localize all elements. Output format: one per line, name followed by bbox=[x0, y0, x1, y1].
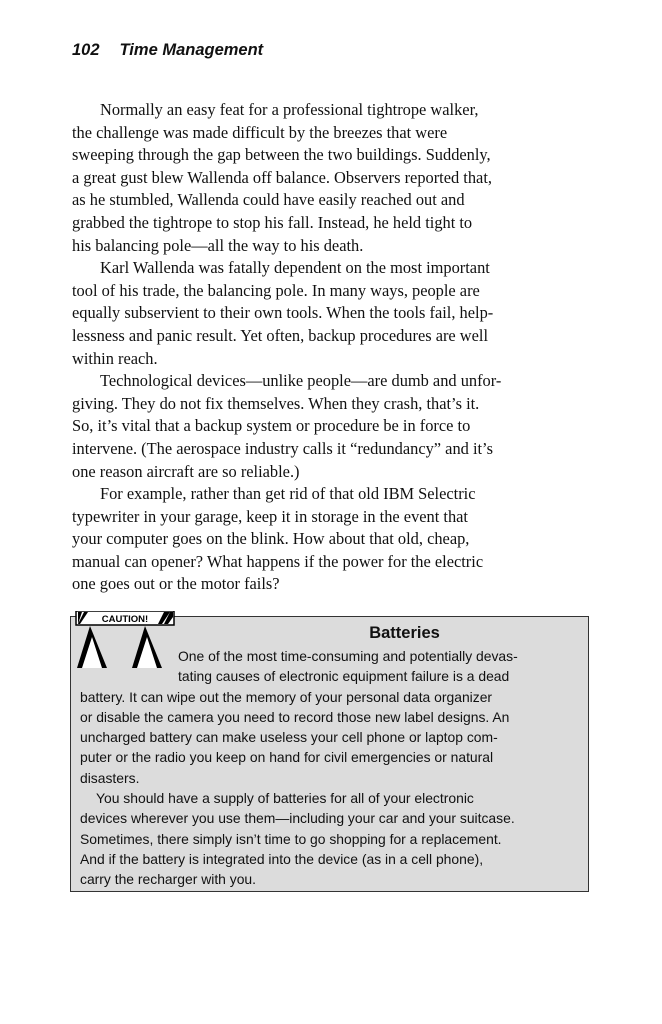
body-line: Normally an easy feat for a professional tightrope walker, bbox=[100, 100, 479, 119]
body-line: as he stumbled, Wallenda could have easily reached out and bbox=[72, 190, 465, 210]
caution-line: tating causes of electronic equipment failure is a dead bbox=[178, 668, 510, 685]
page-number: 102 bbox=[72, 41, 100, 59]
caution-line: uncharged battery can make useless your cell phone or laptop com- bbox=[80, 729, 498, 746]
caution-line: battery. It can wipe out the memory of your personal data organizer bbox=[80, 688, 493, 705]
caution-line: puter or the radio you keep on hand for civil emergencies or natural bbox=[80, 749, 494, 766]
caution-line: Sometimes, there simply isn’t time to go shopping for a replacement. bbox=[80, 830, 502, 847]
caution-text bbox=[80, 646, 585, 890]
body-line: So, it’s vital that a backup system or procedure be in force to bbox=[72, 416, 471, 436]
caution-box bbox=[70, 616, 589, 892]
body-line: the challenge was made difficult by the breezes that were bbox=[72, 122, 448, 142]
body-line: lessness and panic result. Yet often, backup procedures are well bbox=[72, 325, 489, 345]
body-line: equally subservient to their own tools. When the tools fail, help- bbox=[72, 303, 494, 323]
body-line: intervene. (The aerospace industry calls it “redundancy” and it’s bbox=[72, 438, 493, 458]
running-header bbox=[72, 41, 263, 60]
body-line: his balancing pole—all the way to his death. bbox=[72, 235, 364, 255]
body-line: tool of his trade, the balancing pole. In many ways, people are bbox=[72, 280, 480, 300]
body-line: sweeping through the gap between the two buildings. Suddenly, bbox=[72, 145, 491, 165]
body-line: For example, rather than get rid of that old IBM Selectric bbox=[100, 484, 476, 504]
caution-label: CAUTION! bbox=[101, 614, 149, 625]
body-line: your computer goes on the blink. How about that old, cheap, bbox=[72, 529, 470, 549]
body-line: Karl Wallenda was fatally dependent on the most important bbox=[100, 258, 490, 278]
caution-line: disasters. bbox=[80, 769, 140, 786]
caution-line: or disable the camera you need to record those new label designs. An bbox=[80, 708, 510, 725]
caution-line: You should have a supply of batteries for all of your electronic bbox=[96, 790, 474, 807]
body-line: grabbed the tightrope to stop his fall. Instead, he held tight to bbox=[72, 212, 473, 232]
caution-title: Batteries bbox=[369, 624, 440, 642]
caution-line: And if the battery is integrated into the device (as in a cell phone), bbox=[80, 850, 484, 867]
running-title: Time Management bbox=[119, 41, 264, 59]
body-text bbox=[72, 99, 596, 596]
body-line: typewriter in your garage, keep it in storage in the event that bbox=[72, 506, 468, 526]
body-line: manual can opener? What happens if the power for the electric bbox=[72, 551, 484, 571]
body-line: Technological devices—unlike people—are dumb and unfor- bbox=[100, 371, 502, 391]
caution-line: One of the most time-consuming and potentially devas- bbox=[178, 648, 518, 664]
caution-line: devices wherever you use them—including your car and your suitcase. bbox=[80, 810, 515, 827]
body-line: one goes out or the motor fails? bbox=[72, 574, 280, 594]
caution-line: carry the recharger with you. bbox=[80, 871, 257, 888]
body-line: a great gust blew Wallenda off balance. Observers reported that, bbox=[72, 167, 492, 187]
body-line: within reach. bbox=[72, 348, 158, 368]
body-line: one reason aircraft are so reliable.) bbox=[72, 461, 300, 481]
body-line: giving. They do not fix themselves. When they crash, that’s it. bbox=[72, 393, 480, 413]
